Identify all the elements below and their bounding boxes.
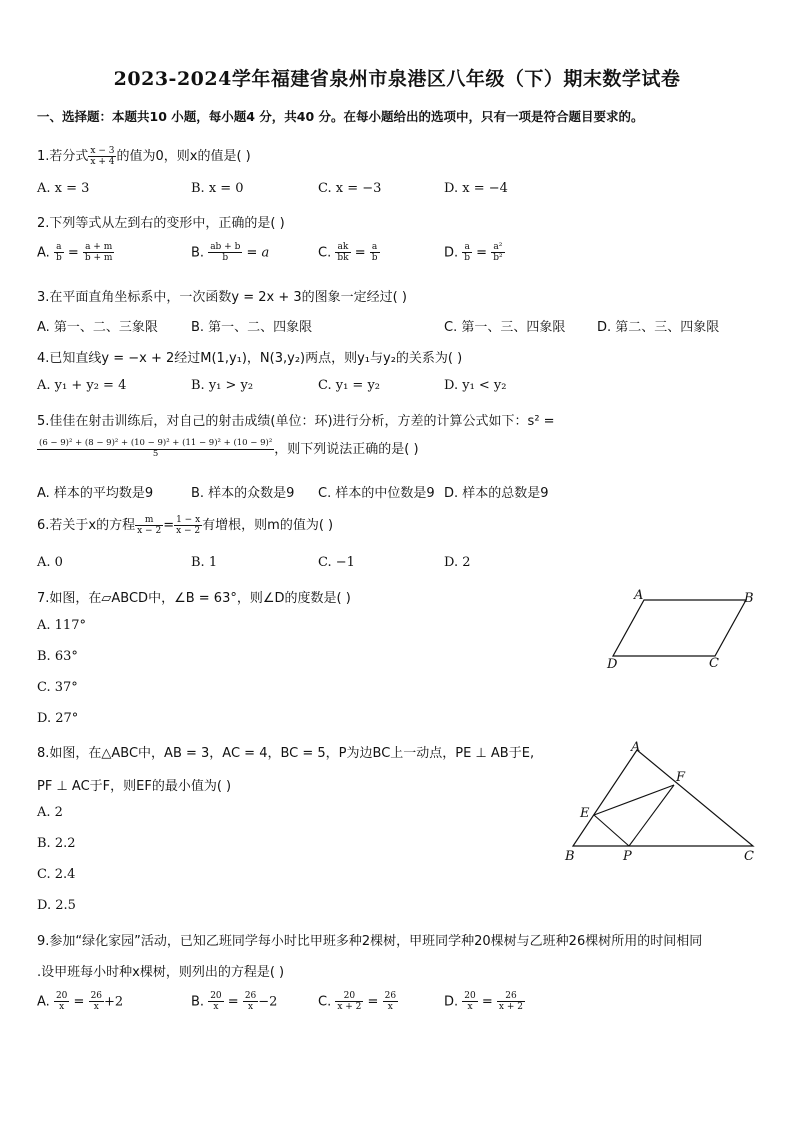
q6-suffix: 有增根，则m的值为( ) xyxy=(202,518,334,533)
q6-r-num: 1 − x xyxy=(176,514,201,525)
q1-option-d: D. x = −4 xyxy=(444,181,508,196)
q6-equals: = xyxy=(163,518,175,533)
label-a: A xyxy=(634,588,644,603)
question-4: 4.已知直线y = −x + 2经过M(1,y₁)，N(3,y₂)两点，则y₁与y₂的关系为( ) xyxy=(37,351,463,366)
q9b-right xyxy=(243,991,258,1013)
q4-option-b: B. y₁ > y₂ xyxy=(191,378,254,393)
q9d-right xyxy=(497,991,525,1013)
q2a-r-den: b + m xyxy=(84,253,113,264)
q6-option-b: B. 1 xyxy=(191,555,218,570)
q9d-l-num: 20 xyxy=(464,991,476,1001)
q4-option-d: D. y₁ < y₂ xyxy=(444,378,507,393)
q9b-left xyxy=(208,991,223,1013)
q2c-r-num: a xyxy=(370,242,380,253)
q6-prefix: 6.若关于x的方程 xyxy=(37,518,136,533)
q6-option-a: A. 0 xyxy=(37,555,63,570)
q9c-r-den: x xyxy=(387,1002,393,1013)
q5-option-c: C. 样本的中位数是9 xyxy=(318,486,435,501)
q8-option-c: C. 2.4 xyxy=(37,867,76,882)
q4-option-c: C. y₁ = y₂ xyxy=(318,378,381,393)
q2c-prefix: C. xyxy=(318,245,336,261)
q7-option-d: D. 27° xyxy=(37,711,79,726)
triangle-abc xyxy=(573,750,753,846)
q9b-r-num: 26 xyxy=(244,991,257,1001)
segment-ef xyxy=(594,785,674,815)
q6-right-fraction xyxy=(174,515,202,537)
q2a-prefix: A. xyxy=(37,245,54,261)
q6-left-fraction xyxy=(135,515,163,537)
q1-frac-den: x + 4 xyxy=(90,157,115,167)
q2b-left xyxy=(208,242,242,264)
q9-option-d: D. $\frac{20}{x}$ = $\frac{26}{x + 2}$ xyxy=(444,991,523,1013)
q6-option-d: D. 2 xyxy=(444,555,471,570)
q2d-l-num: a xyxy=(462,242,472,253)
triangle-figure xyxy=(560,738,760,868)
q9a-l-num: 20 xyxy=(55,991,68,1001)
q9c-prefix: C. xyxy=(318,994,336,1010)
q5-formula-num: (6 − 9)² + (8 − 9)² + (10 − 9)² + (11 − 9)² + (10 − 9)² xyxy=(39,438,273,449)
label-b: B xyxy=(565,849,575,864)
q4-option-a: A. y₁ + y₂ = 4 xyxy=(37,378,127,393)
parallelogram-abcd xyxy=(613,600,746,656)
q9d-r-num: 26 xyxy=(497,991,525,1002)
q9a-right xyxy=(89,991,104,1013)
q2-option-c: C. $\frac{ak}{bk}$ = $\frac{a}{b}$ xyxy=(318,242,378,264)
q2c-left xyxy=(335,242,350,264)
q9b-prefix: B. xyxy=(191,994,209,1010)
q2d-prefix: D. xyxy=(444,245,463,261)
q2d-r-num: a² xyxy=(491,242,504,253)
label-b: B xyxy=(744,591,754,606)
label-c: C xyxy=(744,849,754,864)
q2c-right xyxy=(370,242,380,264)
q9-option-a: A. $\frac{20}{x}$ = $\frac{26}{x}$ +2 xyxy=(37,991,124,1013)
q9d-l-den: x xyxy=(467,1002,473,1013)
q1-prefix: 1.若分式 xyxy=(37,149,89,164)
q2c-l-den: bk xyxy=(337,253,349,264)
q2-option-a: A. $\frac{a}{b}$ = $\frac{a + m}{b + m}$ xyxy=(37,242,113,264)
q3-option-a: A. 第一、二、三象限 xyxy=(37,320,158,335)
q5-option-b: B. 样本的众数是9 xyxy=(191,486,295,501)
q2c-r-den: b xyxy=(371,253,378,264)
question-7: 7.如图，在▱ABCD中，∠B = 63°，则∠D的度数是( ) xyxy=(37,591,351,606)
question-6 xyxy=(37,514,333,536)
q5-variance-fraction xyxy=(37,439,274,460)
label-d: D xyxy=(607,657,618,670)
q6-l-num: m xyxy=(135,515,163,526)
q9c-left xyxy=(335,991,363,1013)
label-p: P xyxy=(623,849,632,864)
parallelogram-figure xyxy=(600,586,760,670)
q5-option-a: A. 样本的平均数是9 xyxy=(37,486,154,501)
q2d-left xyxy=(462,242,472,264)
q9b-l-den: x xyxy=(213,1002,219,1013)
label-a: A xyxy=(631,740,641,755)
q2-option-b: B. $\frac{ab + b}{b}$ = a xyxy=(191,242,270,264)
q7-option-b: B. 63° xyxy=(37,649,78,664)
q9-option-b: B. $\frac{20}{x}$ = $\frac{26}{x}$ −2 xyxy=(191,991,278,1013)
q3-option-c: C. 第一、三、四象限 xyxy=(444,320,566,335)
question-9: 9.参加“绿化家园”活动，已知乙班同学每小时比甲班多种2棵树，甲班同学种20棵树与乙班种26棵树所用的时间相同 xyxy=(37,934,703,949)
q1-option-a: A. x = 3 xyxy=(37,181,90,196)
q1-suffix: 的值为0，则x的值是( ) xyxy=(116,149,251,164)
q1-fraction xyxy=(88,146,116,168)
q9c-right xyxy=(383,991,398,1013)
q9a-left xyxy=(54,991,69,1013)
q9c-r-num: 26 xyxy=(384,991,397,1001)
q1-option-b: B. x = 0 xyxy=(191,181,244,196)
q7-option-a: A. 117° xyxy=(37,618,86,633)
q2-option-d: D. $\frac{a}{b}$ = $\frac{\text{a²}}{\text{b²}}$ xyxy=(444,242,503,264)
question-8: 8.如图，在△ABC中，AB = 3，AC = 4，BC = 5，P为边BC上一动点，PE ⊥ AB于E, xyxy=(37,746,535,761)
q9c-l-den: x + 2 xyxy=(337,1002,362,1013)
question-3: 3.在平面直角坐标系中，一次函数y = 2x + 3的图象一定经过( ) xyxy=(37,290,407,305)
question-5: 5.佳佳在射击训练后，对自己的射击成绩(单位：环)进行分析，方差的计算公式如下：s² = xyxy=(37,414,555,429)
q8-option-a: A. 2 xyxy=(37,805,63,820)
q9b-l-num: 20 xyxy=(210,991,222,1001)
q8-option-b: B. 2.2 xyxy=(37,836,76,851)
q9b-r-den: x xyxy=(248,1002,254,1013)
label-f: F xyxy=(676,770,686,785)
q6-r-den: x − 2 xyxy=(176,526,201,536)
q2b-l-num: ab + b xyxy=(210,242,241,252)
q2d-l-den: b xyxy=(464,253,471,264)
label-c: C xyxy=(709,656,719,670)
q2a-right xyxy=(83,242,115,264)
q9d-r-den: x + 2 xyxy=(498,1002,523,1013)
q3-option-b: B. 第一、二、四象限 xyxy=(191,320,313,335)
question-8-line2: PF ⊥ AC于F，则EF的最小值为( ) xyxy=(37,779,232,794)
q6-option-c: C. −1 xyxy=(318,555,355,570)
q5-option-d: D. 样本的总数是9 xyxy=(444,486,549,501)
q2a-l-den: b xyxy=(55,253,62,264)
q2c-l-num: ak xyxy=(335,242,350,253)
q1-option-c: C. x = −3 xyxy=(318,181,382,196)
question-1 xyxy=(37,145,251,167)
q5-continuation: ，则下列说法正确的是( ) xyxy=(274,442,419,457)
question-9-line2: .设甲班每小时种x棵树，则列出的方程是( ) xyxy=(37,965,285,980)
question-2: 2.下列等式从左到右的变形中，正确的是( ) xyxy=(37,216,285,231)
q2a-l-num: a xyxy=(54,242,64,253)
q9c-l-num: 20 xyxy=(335,991,363,1002)
q9d-prefix: D. xyxy=(444,994,463,1010)
q6-l-den: x − 2 xyxy=(137,526,162,536)
label-e: E xyxy=(580,806,590,821)
q9a-l-den: x xyxy=(59,1002,65,1013)
q2b-prefix: B. xyxy=(191,245,209,261)
q2a-left xyxy=(54,242,64,264)
q8-option-d: D. 2.5 xyxy=(37,898,76,913)
q5-formula-line xyxy=(37,438,419,460)
q9-option-c: C. $\frac{20}{x + 2}$ = $\frac{26}{x}$ xyxy=(318,991,397,1013)
q9a-prefix: A. xyxy=(37,994,54,1010)
q9b-suffix: −2 xyxy=(258,994,278,1010)
q7-option-c: C. 37° xyxy=(37,680,78,695)
page-title: 2023-2024学年福建省泉州市泉港区八年级（下）期末数学试卷 xyxy=(113,68,681,90)
q2b-l-den: b xyxy=(222,253,229,264)
segment-pf xyxy=(629,785,674,846)
q1-frac-num: x − 3 xyxy=(90,145,115,156)
q9d-left xyxy=(462,991,477,1013)
q5-formula-den: 5 xyxy=(152,449,159,459)
q2b-right: a xyxy=(261,245,270,261)
segment-pe xyxy=(594,815,629,846)
q3-option-d: D. 第二、三、四象限 xyxy=(597,320,720,335)
q9a-suffix: +2 xyxy=(104,994,124,1010)
q2d-r-den: b² xyxy=(493,253,503,264)
q9a-r-den: x xyxy=(93,1002,99,1013)
section-heading: 一、选择题：本题共10 小题，每小题4 分，共40 分。在每小题给出的选项中，只有一项是符合题目要求的。 xyxy=(37,109,644,124)
q2d-right xyxy=(491,242,504,264)
q2a-r-num: a + m xyxy=(83,242,115,253)
q9a-r-num: 26 xyxy=(90,991,103,1001)
